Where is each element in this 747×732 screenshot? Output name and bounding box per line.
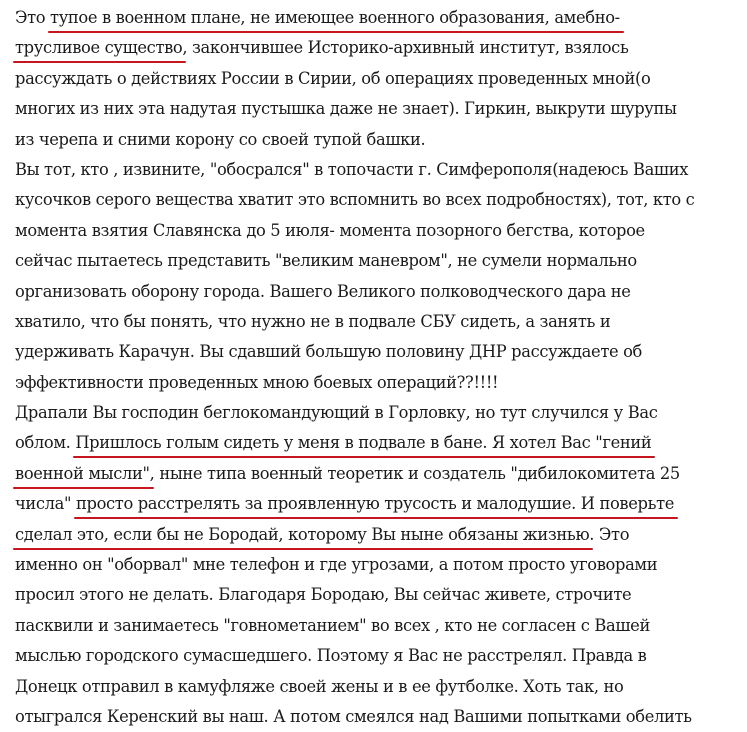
text-line (15, 216, 747, 246)
underlined-text: тупое в военном плане, не имеющее военного образования, амебно- (50, 8, 620, 27)
text-line (15, 398, 747, 428)
text-segment: просил этого не делать. Благодаря Бородаю, Вы сейчас живете, строчите (15, 585, 632, 605)
underlined-text: Пришлось голым сидеть у меня в подвале в бане. Я хотел Вас "гений (75, 433, 652, 453)
text-line (15, 33, 747, 63)
text-line (15, 641, 747, 671)
text-line (15, 368, 747, 398)
text-segment: именно он "оборвал" мне телефон и где угрозами, а потом просто уговорами (15, 555, 658, 575)
text-line (15, 459, 747, 489)
text-line (15, 125, 747, 155)
document-text (15, 3, 747, 732)
text-line (15, 580, 747, 610)
text-line (15, 277, 747, 307)
text-segment: организовать оборону города. Вашего Великого полководческого дара не (15, 281, 631, 301)
text-segment: хватило, что бы понять, что нужно не в подвале СБУ сидеть, а занять и (15, 311, 611, 331)
text-line (15, 246, 747, 276)
text-segment: сейчас пытаетесь представить "великим маневром", не сумели нормально (15, 251, 637, 271)
text-line (15, 155, 747, 185)
text-segment: пасквили и занимаетесь "говнометанием" во всех , кто не согласен с Вашей (15, 615, 650, 635)
text-segment: удерживать Карачун. Вы сдавший большую половину ДНР рассуждаете об (15, 342, 642, 362)
underlined-text: просто расстрелять за проявленную трусость и малодушие. И поверьте (76, 494, 675, 514)
text-segment: Это (15, 8, 51, 27)
text-segment: мыслью городского сумасшедшего. Поэтому я Вас не расстрелял. Правда в (15, 646, 647, 666)
text-segment: многих из них эта надутая пустышка даже не знает). Гиркин, выкрути шурупы (15, 99, 677, 119)
text-line (15, 520, 747, 550)
text-segment: кусочков серого вещества хватит это вспомнить во всех подробностях), тот, кто с (15, 190, 695, 210)
text-line (15, 428, 747, 458)
text-segment: эффективности проведенных мною боевых операций??!!!! (15, 372, 499, 392)
text-line (15, 672, 747, 702)
text-line (15, 307, 747, 337)
text-line (15, 94, 747, 124)
text-line (15, 702, 747, 732)
text-line (15, 489, 747, 519)
text-line (15, 337, 747, 367)
text-segment: . Это (589, 524, 630, 544)
text-line (15, 3, 747, 33)
text-segment: числа" (15, 494, 76, 514)
text-line (15, 185, 747, 215)
text-line (15, 611, 747, 641)
underlined-text: трусливое существо (15, 38, 183, 58)
text-segment: Драпали Вы господин беглокомандующий в Горловку, но тут случился у Вас (15, 403, 658, 423)
text-segment: облом. (15, 433, 76, 453)
text-segment: рассуждать о действиях России в Сирии, об операциях проведенных мной(о (15, 68, 651, 88)
underlined-text: сделал это, если бы не Бородай, которому Вы ныне обязаны жизнью (15, 524, 590, 544)
text-line (15, 550, 747, 580)
text-segment: , закончившее Историко-архивный институт, взялось (182, 38, 629, 58)
text-segment: момента взятия Славянска до 5 июля- момента позорного бегства, которое (15, 220, 645, 240)
text-segment: Донецк отправил в камуфляже своей жены и в ее футболке. Хоть так, но (15, 676, 624, 696)
text-line (15, 64, 747, 94)
text-segment: отыгрался Керенский вы наш. А потом смеялся над Вашими попытками обелить (15, 706, 692, 726)
text-segment: , ныне типа военный теоретик и создатель "дибилокомитета 25 (149, 463, 680, 483)
text-segment: из черепа и сними корону со своей тупой башки. (15, 129, 426, 149)
text-segment: Вы тот, кто , извините, "обосрался" в топочасти г. Симферополя(надеюсь Ваших (15, 159, 689, 179)
underlined-text: военной мысли" (15, 463, 150, 483)
